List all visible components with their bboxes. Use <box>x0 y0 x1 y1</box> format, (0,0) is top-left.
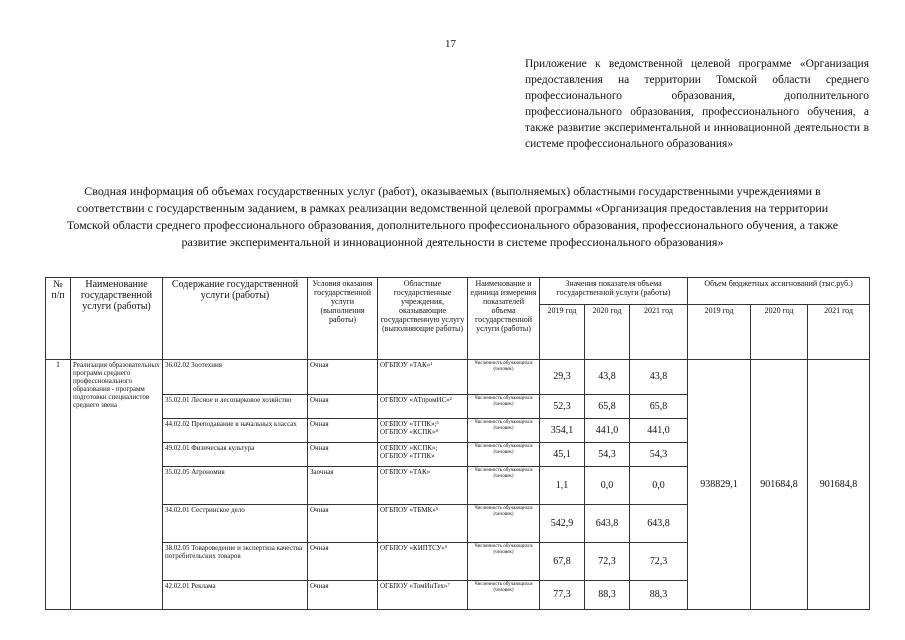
row-institution: ОГБПОУ «КСПК»; ОГБПОУ «ТГПК» <box>378 443 468 467</box>
row-volume-2021: 0,0 <box>630 467 688 505</box>
header-budget-2021: 2021 год <box>808 305 870 360</box>
row-indicator: Численность обучающихся (человек) <box>468 581 540 610</box>
row-institution: ОГБПОУ «ТАК»¹ <box>378 360 468 395</box>
budget-2020: 901684,8 <box>751 360 808 610</box>
header-conditions: Условия оказания государственной услуги (выполнения работы) <box>308 278 378 360</box>
row-institution: ОГБПОУ «ТГПК»;³ ОГБПОУ «КСПК»⁴ <box>378 419 468 443</box>
header-no: № п/п <box>46 278 71 360</box>
row-condition: Очная <box>308 360 378 395</box>
row-institution: ОГБПОУ «ТАК» <box>378 467 468 505</box>
header-volume-2020: 2020 год <box>585 305 630 360</box>
row-condition: Очная <box>308 419 378 443</box>
row-content: 35.02.01 Лесное и лесопарковое хозяйство <box>163 395 308 419</box>
row-indicator: Численность обучающихся (человек) <box>468 543 540 581</box>
services-table <box>45 277 870 610</box>
budget-2021: 901684,8 <box>808 360 870 610</box>
row-volume-2019: 67,8 <box>540 543 585 581</box>
header-budget-group: Объем бюджетных ассигнований (тыс.руб.) <box>688 278 870 305</box>
row-indicator: Численность обучающихся (человек) <box>468 360 540 395</box>
row-institution: ОГБПОУ «АТпромИС»² <box>378 395 468 419</box>
row-volume-2020: 43,8 <box>585 360 630 395</box>
header-volume-2021: 2021 год <box>630 305 688 360</box>
header-volume-group: Значения показателя объема государственной услуги (работы) <box>540 278 688 305</box>
row-volume-2021: 88,3 <box>630 581 688 610</box>
row-volume-2021: 643,8 <box>630 505 688 543</box>
row-indicator: Численность обучающихся (человек) <box>468 395 540 419</box>
row-volume-2019: 354,1 <box>540 419 585 443</box>
row-content: 36.02.02 Зоотехния <box>163 360 308 395</box>
row-volume-2019: 77,3 <box>540 581 585 610</box>
row-volume-2020: 72,3 <box>585 543 630 581</box>
row-volume-2021: 43,8 <box>630 360 688 395</box>
row-volume-2020: 65,8 <box>585 395 630 419</box>
row-volume-2021: 441,0 <box>630 419 688 443</box>
row-volume-2019: 1,1 <box>540 467 585 505</box>
summary-title: Сводная информация об объемах государственных услуг (работ), оказываемых (выполняемых) областными государственными учреждениями в соответствии с государственным заданием, в рамках реализации ведомственной целевой программы «Организация предоставления на территории Томской области среднего профессионального образования, дополнительного профессионального образования, профессионального обучения, а также развитие экспериментальной и инновационной деятельности в системе профессионального образования» <box>66 184 839 249</box>
header-budget-2020: 2020 год <box>751 305 808 360</box>
header-institutions: Областные государственные учреждения, оказывающие государственную услугу (выполняющие работы) <box>378 278 468 360</box>
row-indicator: Численность обучающихся (человек) <box>468 419 540 443</box>
table-row <box>46 360 870 395</box>
row-content: 34.02.01 Сестринское дело <box>163 505 308 543</box>
annex-text: Приложение к ведомственной целевой программе «Организация предоставления на территории Томской области среднего профессионального образования, дополнительного профессионального образования, профессионального обучения, а также развитие экспериментальной и инновационной деятельности в системе профессионального образования» <box>525 58 869 150</box>
row-volume-2020: 54,3 <box>585 443 630 467</box>
row-volume-2019: 52,3 <box>540 395 585 419</box>
row-content: 49.02.01 Физическая культура <box>163 443 308 467</box>
row-institution: ОГБПОУ «ТомИнТех»⁷ <box>378 581 468 610</box>
row-institution: ОГБПОУ «КИПТСУ»⁶ <box>378 543 468 581</box>
header-budget-2019: 2019 год <box>688 305 751 360</box>
row-content: 35.02.05 Агрономия <box>163 467 308 505</box>
header-volume-2019: 2019 год <box>540 305 585 360</box>
row-content: 42.02.01 Реклама <box>163 581 308 610</box>
header-indicator: Наименование и единица измерения показателей объема государственной услуги (работы) <box>468 278 540 360</box>
budget-2019: 938829,1 <box>688 360 751 610</box>
row-institution: ОГБПОУ «ТБМК»⁵ <box>378 505 468 543</box>
row-indicator: Численность обучающихся (человек) <box>468 467 540 505</box>
header-content: Содержание государственной услуги (работы) <box>163 278 308 360</box>
page-number: 17 <box>445 38 456 50</box>
row-content: 44.02.02 Преподавание в начальных классах <box>163 419 308 443</box>
row-indicator: Численность обучающихся (человек) <box>468 443 540 467</box>
row-volume-2021: 65,8 <box>630 395 688 419</box>
row-condition: Очная <box>308 505 378 543</box>
row-volume-2020: 441,0 <box>585 419 630 443</box>
row-condition: Очная <box>308 581 378 610</box>
row-volume-2019: 29,3 <box>540 360 585 395</box>
row-volume-2021: 72,3 <box>630 543 688 581</box>
row-volume-2019: 45,1 <box>540 443 585 467</box>
row-volume-2020: 88,3 <box>585 581 630 610</box>
row-indicator: Численность обучающихся (человек) <box>468 505 540 543</box>
service-number: 1 <box>46 360 71 610</box>
row-condition: Заочная <box>308 467 378 505</box>
row-condition: Очная <box>308 543 378 581</box>
row-volume-2021: 54,3 <box>630 443 688 467</box>
row-volume-2020: 643,8 <box>585 505 630 543</box>
header-service-name: Наименование государственной услуги (работы) <box>71 278 163 360</box>
service-name: Реализация образовательных программ среднего профессионального образования - программ подготовки специалистов среднего звена <box>71 360 163 610</box>
row-condition: Очная <box>308 443 378 467</box>
row-volume-2020: 0,0 <box>585 467 630 505</box>
row-condition: Очная <box>308 395 378 419</box>
row-volume-2019: 542,9 <box>540 505 585 543</box>
row-content: 38.02.05 Товароведение и экспертиза качества потребительских товаров <box>163 543 308 581</box>
